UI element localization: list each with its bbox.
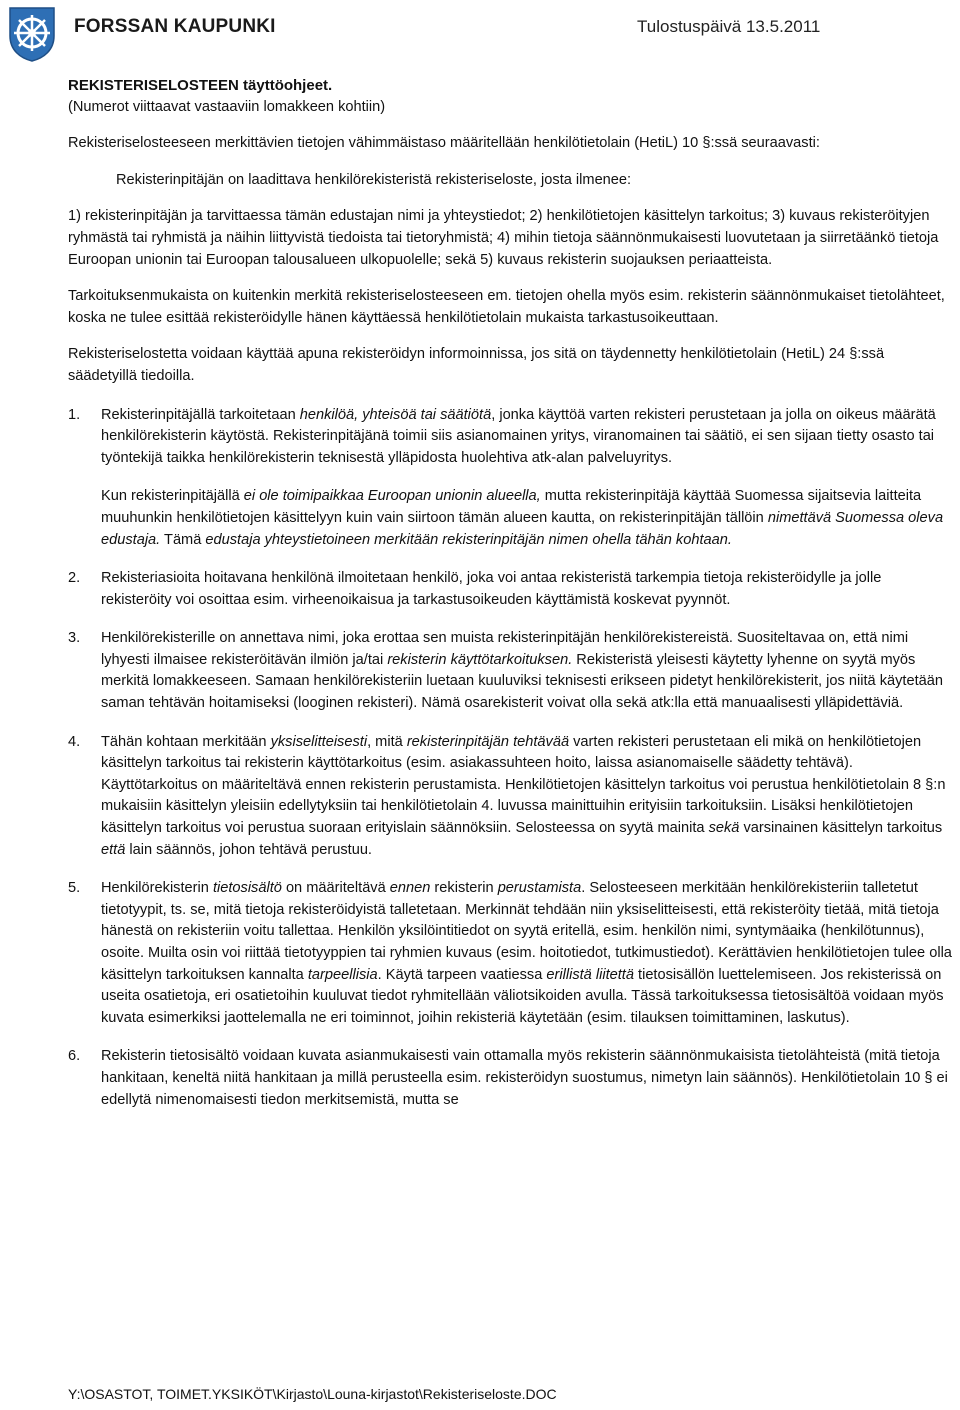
section-number: 2. [68, 570, 81, 587]
file-path-footer: Y:\OSASTOT, TOIMET.YKSIKÖT\Kirjasto\Louna-kirjastot\Rekisteriseloste.DOC [68, 1386, 557, 1402]
intro-paragraph: Rekisteriselosteeseen merkittävien tietojen vähimmäistaso määritellään henkilötietolain (HetiL) 10 §:ssä seuraavasti: [68, 135, 820, 152]
information-paragraph: Rekisteriselostetta voidaan käyttää apuna rekisteröidyn informoinnissa, jos sitä on täydennetty henkilötietolain (HetiL) 24 §:ssä säädetyillä tiedoilla. [68, 346, 885, 384]
document-body [68, 75, 952, 1111]
section-number: 1. [68, 406, 81, 423]
section-3: 3. Henkilörekisterille on annettava nimi, joka erottaa sen muista rekisterinpitäjän henkilörekistereistä. Suositeltavaa on, että nimi lyhyesti ilmaisee rekisteröitävän ilmiön ja/tai rekisterin käyttötarkoituksen. Rekisteristä yleisesti käytetty lyhenne on syytä myös merkitä lomakkeeseen. Samaan henkilörekisteriin luetaan kuuluviksi teknisesti erikseen pidetyt henkilörekisterit, jos niitä käytetään saman tehtävän hoitamiseksi (looginen rekisteri). Nämä osarekisterit voivat olla sekä atk:lla että manuaalisesti ylläpidettäviä. [68, 630, 943, 712]
section-number: 6. [68, 1048, 81, 1065]
print-date: Tulostuspäivä 13.5.2011 [637, 17, 821, 36]
document-subtitle: (Numerot viittaavat vastaaviin lomakkeen kohtiin) [68, 98, 386, 115]
intro-list: 1) rekisterinpitäjän ja tarvittaessa tämän edustajan nimi ja yhteystiedot; 2) henkilötietojen käsittelyn tarkoitus; 3) kuvaus rekisteröityjen ryhmästä tai ryhmistä ja näihin liittyvistä tiedoista tai tietoryhmistä; 4) mihin tietoja säännönmukaisesti luovutetaan ja siirretäänkö tietoja Euroopan unionin tai Euroopan talousalueen ulkopuolelle; sekä 5) kuvaus rekisterin suojauksen periaatteista. [68, 208, 939, 268]
section-number: 3. [68, 630, 81, 647]
intro-quote: Rekisterinpitäjän on laadittava henkilörekisteristä rekisteriseloste, josta ilmenee: [116, 171, 632, 188]
purpose-paragraph: Tarkoituksenmukaista on kuitenkin merkitä rekisteriselosteeseen em. tietojen ohella myös esim. rekisterin säännönmukaiset tietolähteet, koska ne tulee esittää rekisteröidylle hänen käyttäessä henkilötietolain mukaista tarkastusoikeuttaan. [68, 288, 945, 326]
section-5: 5. Henkilörekisterin tietosisältö on määriteltävä ennen rekisterin perustamista. Selosteeseen merkitään henkilörekisteriin talletetut tietotyypit, ts. se, mitä tietoja rekisteröidyistä talletetaan. Merkinnät tehdään niin yksiselitteisesti, että rekisteröity tietää, mitä tietoja hänestä on rekisteriin voitu tallettaa. Henkilön yksilöintitiedot on syytä eritellä, esim. henkilön nimi, syntymäaika (henkilötunnus), osoite. Muilta osin voi riittää tietotyyppien tai ryhmien kuvaus (esim. hoitotiedot, tutkimustiedot). Kerättävien henkilötietojen tulee olla käsittelyn tarkoituksen kannalta tarpeellisia. Käytä tarpeen vaatiessa erillistä liitettä tietosisällön luettelemiseen. Jos rekisterissä on useita osatietoja, eri osatietoihin kuuluvat tiedot ryhmitellään väliotsikoiden avulla. Tässä tarkoituksessa tietosisältöä voidaan myös kuvata esimerkiksi jaottelemalla ne eri toiminnot, joihin rekisteriä käytetään (esim. tilauksen toimittaminen, laskutus). [68, 880, 952, 1026]
city-coat-of-arms-logo [8, 6, 56, 62]
section-number: 5. [68, 880, 81, 897]
section-1: 1. Rekisterinpitäjällä tarkoitetaan henkilöä, yhteisöä tai säätiötä, jonka käyttöä varten rekisteri perustetaan ja jolla on oikeus määrätä henkilörekisterin käytöstä. Rekisterinpitäjänä toimii siis asianomainen yritys, viranomainen tai säätiö, ei sen sijaan tietty osasto tai työntekijä taikka henkilörekisterin teknisestä ylläpidosta huolehtiva atk-alan palveluyritys. [68, 406, 936, 466]
section-4: 4. Tähän kohtaan merkitään yksiselitteisesti, mitä rekisterinpitäjän tehtävää varten rekisteri perustetaan eli mikä on henkilötietojen käsittelyn tarkoitus tai rekisterin käyttötarkoitus (esim. asiakassuhteen hoito, laissa asianomaiselle säädetty tehtävä). Käyttötarkoitus on määriteltävä ennen rekisterin perustamista. Henkilötietojen käsittelyn tarkoitus voi perustua henkilötietolain 8 §:n mukaisiin käsittelyn yleisiin edellytyksiin tai henkilötietolain 4. luvussa mainittuihin erityisiin tarkoituksiin. Lisäksi henkilötietojen käsittelyn tarkoitus voi perustua suoraan erityislain säännöksiin. Selosteessa on syytä mainita sekä varsinainen käsittelyn tarkoitus että lain säännös, johon tehtävä perustuu. [68, 733, 946, 858]
organization-name: FORSSAN KAUPUNKI [74, 16, 276, 37]
section-2: 2. Rekisteriasioita hoitavana henkilönä ilmoitetaan henkilö, joka voi antaa rekisteristä tarkempia tietoja rekisteröidylle ja jolle rekisteröity voi osoittaa esim. virheenoikaisua ja tarkastusoikeuden käyttämistä koskevat pyynnöt. [68, 570, 882, 608]
section-1-continued: Kun rekisterinpitäjällä ei ole toimipaikkaa Euroopan unionin alueella, mutta rekisterinpitäjä käyttää Suomessa sijaitsevia laitteita muuhunkin henkilötietojen käsittelyyn kuin vain siirtoon tämän alueen kautta, on rekisterinpitäjän tällöin nimettävä Suomessa oleva edustaja. Tämä edustaja yhteystietoineen merkitään rekisterinpitäjän nimen ohella tähän kohtaan. [101, 488, 944, 548]
page-header [0, 0, 960, 60]
document-title: REKISTERISELOSTEEN täyttöohjeet. [68, 77, 333, 94]
section-number: 4. [68, 733, 81, 750]
section-6: 6. Rekisterin tietosisältö voidaan kuvata asianmukaisesti vain ottamalla myös rekisterin säännönmukaisista tietolähteistä (mitä tietoja hankitaan, keneltä niitä hankitaan ja millä perusteella esim. rekisteröidyn suostumus, nimetyn lain säännös). Henkilötietolain 10 § ei edellytä nimenomaisesti tiedon merkitsemistä, mutta se [68, 1048, 948, 1108]
